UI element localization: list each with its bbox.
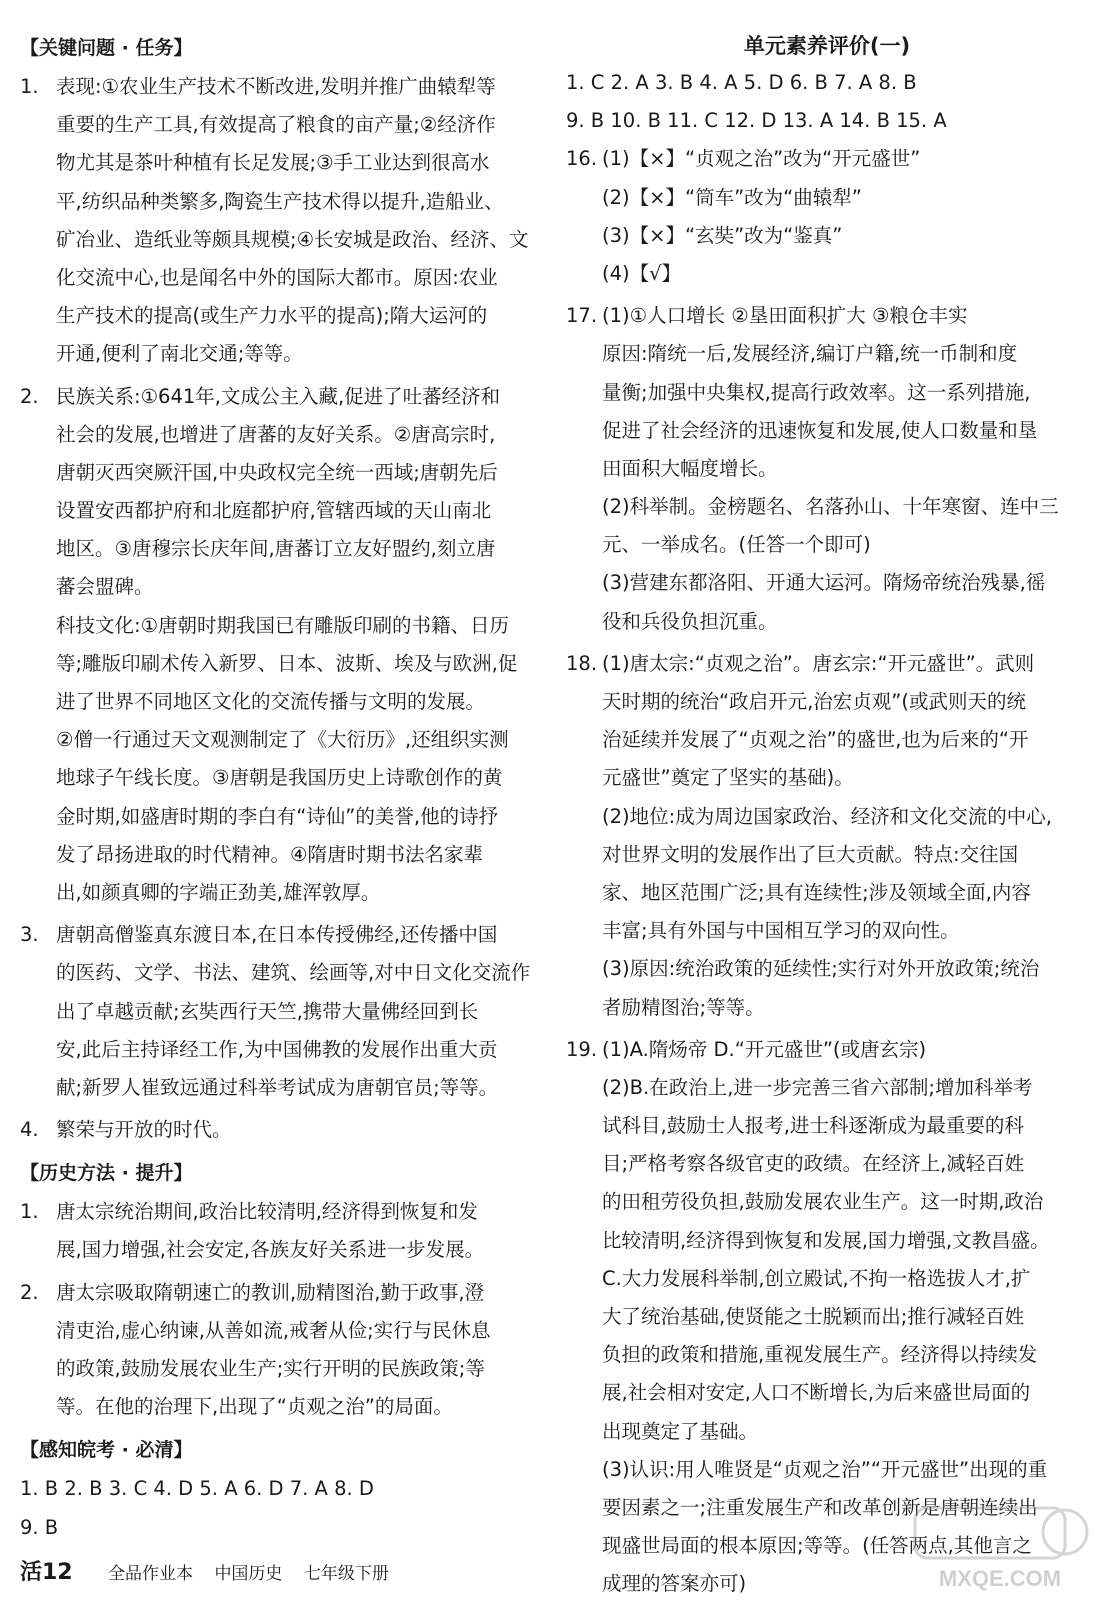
unit-evaluation-title: 单元素养评价(一) xyxy=(743,34,911,58)
subject-name: 中国历史 xyxy=(214,1564,283,1584)
answer-line: 等;雕版印刷术传入新罗、日本、波斯、埃及与欧洲,促 xyxy=(56,651,518,675)
answer-line: 开通,便利了南北交通;等等。 xyxy=(56,342,303,366)
answer-line: (3)营建东都洛阳、开通大运河。隋炀帝统治残暴,徭 xyxy=(602,571,1046,595)
answer-line: 唐太宗吸取隋朝速亡的教训,励精图治,勤于政事,澄 xyxy=(56,1280,485,1304)
item-number: 3. xyxy=(20,923,39,947)
answer-line: (4)【√】 xyxy=(602,261,682,285)
item-number: 2. xyxy=(20,384,39,408)
answer-line: 促进了社会经济的迅速恢复和发展,使人口数量和垦 xyxy=(602,418,1038,442)
answer-line: 发了昂扬进取的时代精神。④隋唐时期书法名家辈 xyxy=(56,842,483,866)
mc-answer-line: 1. C 2. A 3. B 4. A 5. D 6. B 7. A 8. B xyxy=(566,71,917,94)
answer-line: (1)【×】“贞观之治”改为“开元盛世” xyxy=(602,147,921,171)
answer-line: 金时期,如盛唐时期的李白有“诗仙”的美誉,他的诗抒 xyxy=(56,804,499,828)
exam-heading: 【感知皖考 · 必清】 xyxy=(20,1439,193,1462)
answer-line: 丰富;具有外国与中国相互学习的双向性。 xyxy=(602,919,960,943)
book-name: 全品作业本 xyxy=(108,1564,194,1584)
answer-item xyxy=(20,916,535,1107)
answer-line: (2)【×】“筒车”改为“曲辕犁” xyxy=(602,185,862,209)
exam-answers xyxy=(20,1470,535,1546)
answer-line: C.大力发展科举制,创立殿试,不拘一格选拔人才,扩 xyxy=(602,1266,1031,1290)
page-footer xyxy=(20,1556,405,1590)
answer-line: 安,此后主持译经工作,为中国佛教的发展作出重大贡 xyxy=(56,1037,498,1061)
left-column xyxy=(20,28,535,1547)
answer-line: 地球子午线长度。③唐朝是我国历史上诗歌创作的黄 xyxy=(56,766,503,790)
answer-item xyxy=(566,645,1088,1027)
answer-line: 元盛世”奠定了坚实的基础)。 xyxy=(602,766,854,790)
item-number: 4. xyxy=(20,1118,39,1142)
answer-line: 出,如颜真卿的字端正劲美,雄浑敦厚。 xyxy=(56,880,381,904)
answer-line: 的医药、文学、书法、建筑、绘画等,对中日文化交流作 xyxy=(56,961,531,985)
answer-line: 现盛世局面的根本原因;等等。(任答两点,其他言之 xyxy=(602,1534,1032,1558)
right-column xyxy=(566,28,1088,1608)
answer-line: 唐太宗统治期间,政治比较清明,经济得到恢复和发 xyxy=(56,1200,478,1224)
history-method-heading: 【历史方法 · 提升】 xyxy=(20,1162,193,1185)
grade-name: 七年级下册 xyxy=(303,1564,389,1584)
answer-line: 等。在他的治理下,出现了“贞观之治”的局面。 xyxy=(56,1395,453,1419)
answer-line: 的田租劳役负担,鼓励发展农业生产。这一时期,政治 xyxy=(602,1190,1044,1214)
answer-line: (2)科举制。金榜题名、名落孙山、十年寒窗、连中三 xyxy=(602,495,1059,519)
answer-line: 的政策,鼓励发展农业生产;实行开明的民族政策;等 xyxy=(56,1357,485,1380)
history-method-list xyxy=(20,1193,535,1430)
answer-line: 社会的发展,也增进了唐蕃的友好关系。②唐高宗时, xyxy=(56,422,496,446)
answer-line: 民族关系:①641年,文成公主入藏,促进了吐蕃经济和 xyxy=(56,384,501,408)
item-number: 19. xyxy=(566,1037,598,1061)
answer-line: (3)【×】“玄奘”改为“鉴真” xyxy=(602,223,843,247)
answer-line: 者励精图治;等等。 xyxy=(602,995,765,1019)
answer-line: 试科目,鼓励士人报考,进士科逐渐成为最重要的科 xyxy=(602,1114,1024,1138)
key-questions-list xyxy=(20,68,535,1153)
answer-line: 大了统治基础,使贤能之士脱颖而出;推行减轻百姓 xyxy=(602,1305,1025,1328)
answer-line: 进了世界不同地区文化的交流传播与文明的发展。 xyxy=(56,690,486,713)
page-number: 活12 xyxy=(20,1560,73,1585)
answer-item xyxy=(566,297,1088,641)
answer-line: ②僧一行通过天文观测制定了《大衍历》,还组织实测 xyxy=(56,728,509,752)
answer-line: 设置安西都护府和北庭都护府,管辖西域的天山南北 xyxy=(56,499,492,523)
answer-line: (1)①人口增长 ②垦田面积扩大 ③粮仓丰实 xyxy=(602,304,968,328)
answer-line: 唐朝灭西突厥汗国,中央政权完全统一西域;唐朝先后 xyxy=(56,460,498,484)
answer-line: (1)唐太宗:“贞观之治”。唐玄宗:“开元盛世”。武则 xyxy=(602,651,1035,675)
watermark-logo xyxy=(905,1500,1095,1595)
answer-line: (3)认识:用人唯贤是“贞观之治”“开元盛世”出现的重 xyxy=(602,1457,1048,1481)
answer-line: 田面积大幅度增长。 xyxy=(602,456,778,480)
right-answers-list xyxy=(566,140,1088,1607)
answer-line: 目;严格考察各级官吏的政绩。在经济上,减轻百姓 xyxy=(602,1152,1025,1176)
exam-answer-line: 9. B xyxy=(20,1515,59,1539)
answer-line: 出现奠定了基础。 xyxy=(602,1419,759,1443)
answer-line: 展,国力增强,社会安定,各族友好关系进一步发展。 xyxy=(56,1238,485,1262)
answer-item xyxy=(566,140,1088,293)
answer-line: 蕃会盟碑。 xyxy=(56,575,154,599)
item-number: 1. xyxy=(20,75,39,98)
answer-line: 负担的政策和措施,重视发展生产。经济得以持续发 xyxy=(602,1343,1038,1367)
answer-line: 成理的答案亦可) xyxy=(602,1572,747,1596)
answer-line: 平,纺织品种类繁多,陶瓷生产技术得以提升,造船业、 xyxy=(56,189,504,213)
answer-line: 比较清明,经济得到恢复和发展,国力增强,文教昌盛。 xyxy=(602,1228,1050,1252)
item-number: 16. xyxy=(566,147,598,171)
watermark-text: MXQE.COM xyxy=(938,1566,1062,1591)
answer-line: 重要的生产工具,有效提高了粮食的亩产量;②经济作 xyxy=(56,113,496,137)
item-number: 18. xyxy=(566,651,598,675)
answer-line: 量衡;加强中央集权,提高行政效率。这一系列措施, xyxy=(602,380,1031,404)
answer-line: 对世界文明的发展作出了巨大贡献。特点:交往国 xyxy=(602,842,1019,866)
answer-line: (2)地位:成为周边国家政治、经济和文化交流的中心, xyxy=(602,804,1052,828)
answer-line: 出了卓越贡献;玄奘西行天竺,携带大量佛经回到长 xyxy=(56,999,479,1023)
answer-line: 献;新罗人崔致远通过科举考试成为唐朝官员;等等。 xyxy=(56,1075,499,1099)
answer-line: 化交流中心,也是闻名中外的国际大都市。原因:农业 xyxy=(56,265,498,289)
answer-item xyxy=(20,1111,535,1149)
answer-line: (1)A.隋炀帝 D.“开元盛世”(或唐玄宗) xyxy=(602,1037,927,1061)
mc-answer-line: 9. B 10. B 11. C 12. D 13. A 14. B 15. A xyxy=(566,109,947,133)
key-questions-heading: 【关键问题 · 任务】 xyxy=(20,37,193,59)
answer-line: 要因素之一;注重发展生产和改革创新是唐朝连续出 xyxy=(602,1495,1038,1519)
answer-line: 矿冶业、造纸业等颇具规模;④长安城是政治、经济、文 xyxy=(56,227,529,251)
answer-line: 治延续并发展了“贞观之治”的盛世,也为后来的“开 xyxy=(602,728,1029,752)
answer-line: (2)B.在政治上,进一步完善三省六部制;增加科举考 xyxy=(602,1075,1033,1099)
multiple-choice-answers xyxy=(566,64,1088,140)
item-number: 2. xyxy=(20,1280,39,1304)
answer-item xyxy=(20,378,535,913)
answer-line: 物尤其是茶叶种植有长足发展;③手工业达到很高水 xyxy=(56,151,490,175)
answer-line: (3)原因:统治政策的延续性;实行对外开放政策;统治 xyxy=(602,957,1040,981)
answer-line: 地区。③唐穆宗长庆年间,唐蕃订立友好盟约,刻立唐 xyxy=(56,537,496,561)
answer-item xyxy=(20,68,535,374)
answer-line: 天时期的统治“政启开元,治宏贞观”(或武则天的统 xyxy=(602,690,1027,713)
answer-line: 繁荣与开放的时代。 xyxy=(56,1118,232,1142)
item-number: 17. xyxy=(566,304,598,328)
answer-item xyxy=(20,1274,535,1427)
answer-line: 家、地区范围广泛;具有连续性;涉及领域全面,内容 xyxy=(602,880,1031,904)
answer-item xyxy=(20,1193,535,1269)
answer-line: 唐朝高僧鉴真东渡日本,在日本传授佛经,还传播中国 xyxy=(56,923,498,947)
answer-line: 原因:隋统一后,发展经济,编订户籍,统一币制和度 xyxy=(602,342,1018,366)
exam-answer-line: 1. B 2. B 3. C 4. D 5. A 6. D 7. A 8. D xyxy=(20,1477,374,1501)
answer-line: 役和兵役负担沉重。 xyxy=(602,609,778,633)
answer-line: 生产技术的提高(或生产力水平的提高);隋大运河的 xyxy=(56,304,488,328)
item-number: 1. xyxy=(20,1200,39,1224)
answer-line: 清吏治,虚心纳谏,从善如流,戒奢从俭;实行与民休息 xyxy=(56,1318,491,1342)
answer-line: 表现:①农业生产技术不断改进,发明并推广曲辕犁等 xyxy=(56,75,496,98)
answer-line: 元、一举成名。(任答一个即可) xyxy=(602,533,871,557)
answer-line: 科技文化:①唐朝时期我国已有雕版印刷的书籍、日历 xyxy=(56,613,510,637)
answer-line: 展,社会相对安定,人口不断增长,为后来盛世局面的 xyxy=(602,1381,1031,1405)
